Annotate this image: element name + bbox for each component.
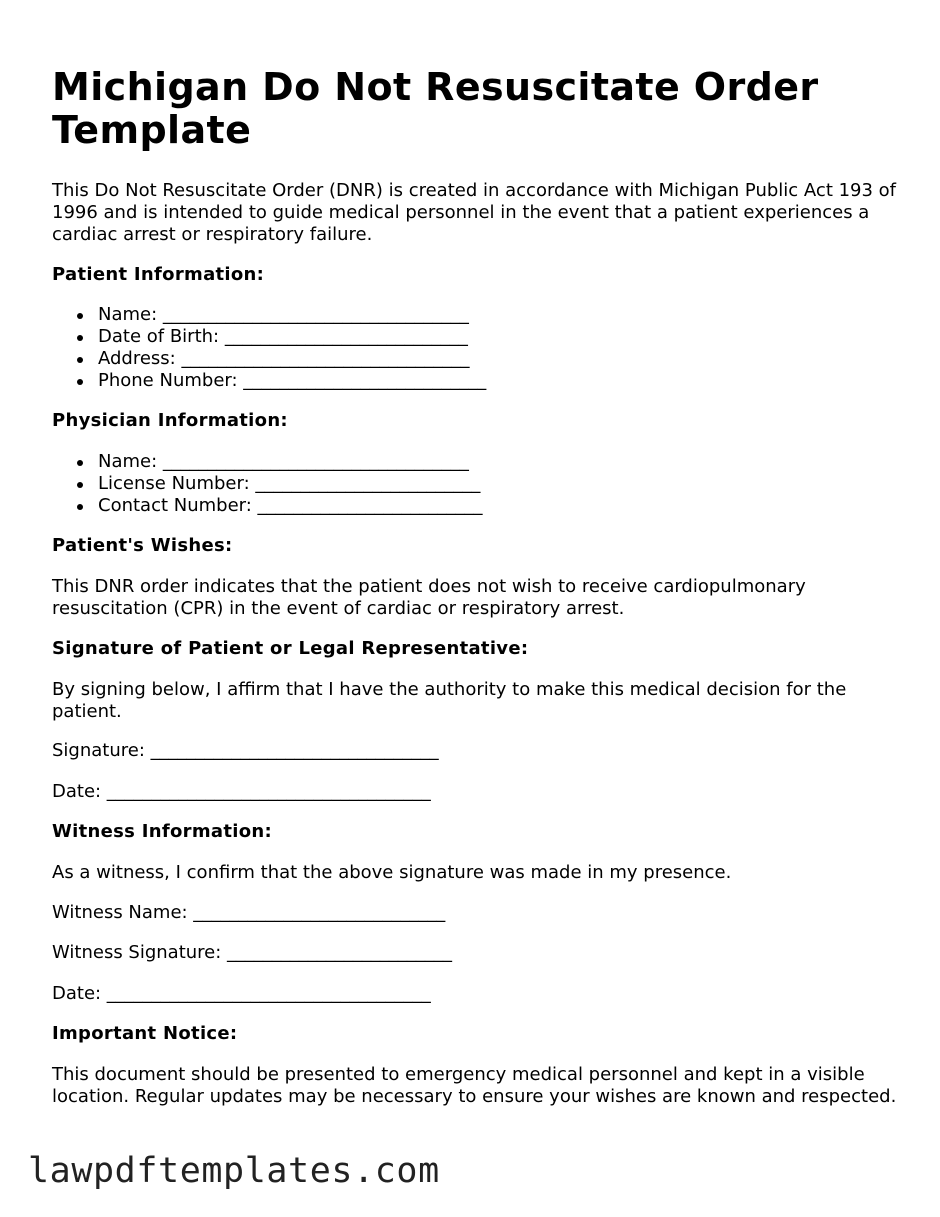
notice-paragraph: This document should be presented to emergency medical personnel and kept in a visible location. Regular updates may be necessary to ensure your wishes are known and respected.	[52, 1064, 897, 1107]
witness-heading: Witness Information:	[52, 821, 272, 842]
patient-name-field: Name: __________________________________	[52, 304, 897, 326]
patient-info-heading: Patient Information:	[52, 264, 265, 285]
notice-heading: Important Notice:	[52, 1023, 238, 1044]
signature-heading: Signature of Patient or Legal Representative:	[52, 638, 529, 659]
signature-date-line: Date: ____________________________________	[52, 781, 431, 802]
patient-address-field: Address: ________________________________	[52, 348, 897, 370]
witness-date-line: Date: ____________________________________	[52, 983, 431, 1004]
wishes-paragraph: This DNR order indicates that the patient does not wish to receive cardiopulmonary resuscitation (CPR) in the event of cardiac or respiratory arrest.	[52, 576, 806, 619]
physician-license-field: License Number: _________________________	[52, 473, 897, 495]
footer-watermark: lawpdftemplates.com	[28, 1151, 440, 1191]
wishes-heading: Patient's Wishes:	[52, 535, 233, 556]
patient-info-list	[52, 304, 897, 392]
physician-name-field: Name: __________________________________	[52, 451, 897, 473]
witness-signature-line: Witness Signature: _________________________	[52, 942, 453, 963]
physician-contact-field: Contact Number: _________________________	[52, 495, 897, 517]
witness-name-line: Witness Name: ____________________________	[52, 902, 446, 923]
intro-paragraph: This Do Not Resuscitate Order (DNR) is created in accordance with Michigan Public Act 193 of 1996 and is intended to guide medical personnel in the event that a patient experiences a cardiac arrest or respiratory failure.	[52, 180, 897, 245]
physician-info-heading: Physician Information:	[52, 410, 288, 431]
signature-line: Signature: ________________________________	[52, 740, 439, 761]
page-title: Michigan Do Not Resuscitate Order Template	[52, 65, 819, 152]
witness-paragraph: As a witness, I confirm that the above signature was made in my presence.	[52, 862, 732, 883]
patient-dob-field: Date of Birth: ___________________________	[52, 326, 897, 348]
signature-paragraph: By signing below, I affirm that I have the authority to make this medical decision for the patient.	[52, 679, 847, 722]
physician-info-list	[52, 451, 897, 517]
patient-phone-field: Phone Number: ___________________________	[52, 370, 897, 392]
